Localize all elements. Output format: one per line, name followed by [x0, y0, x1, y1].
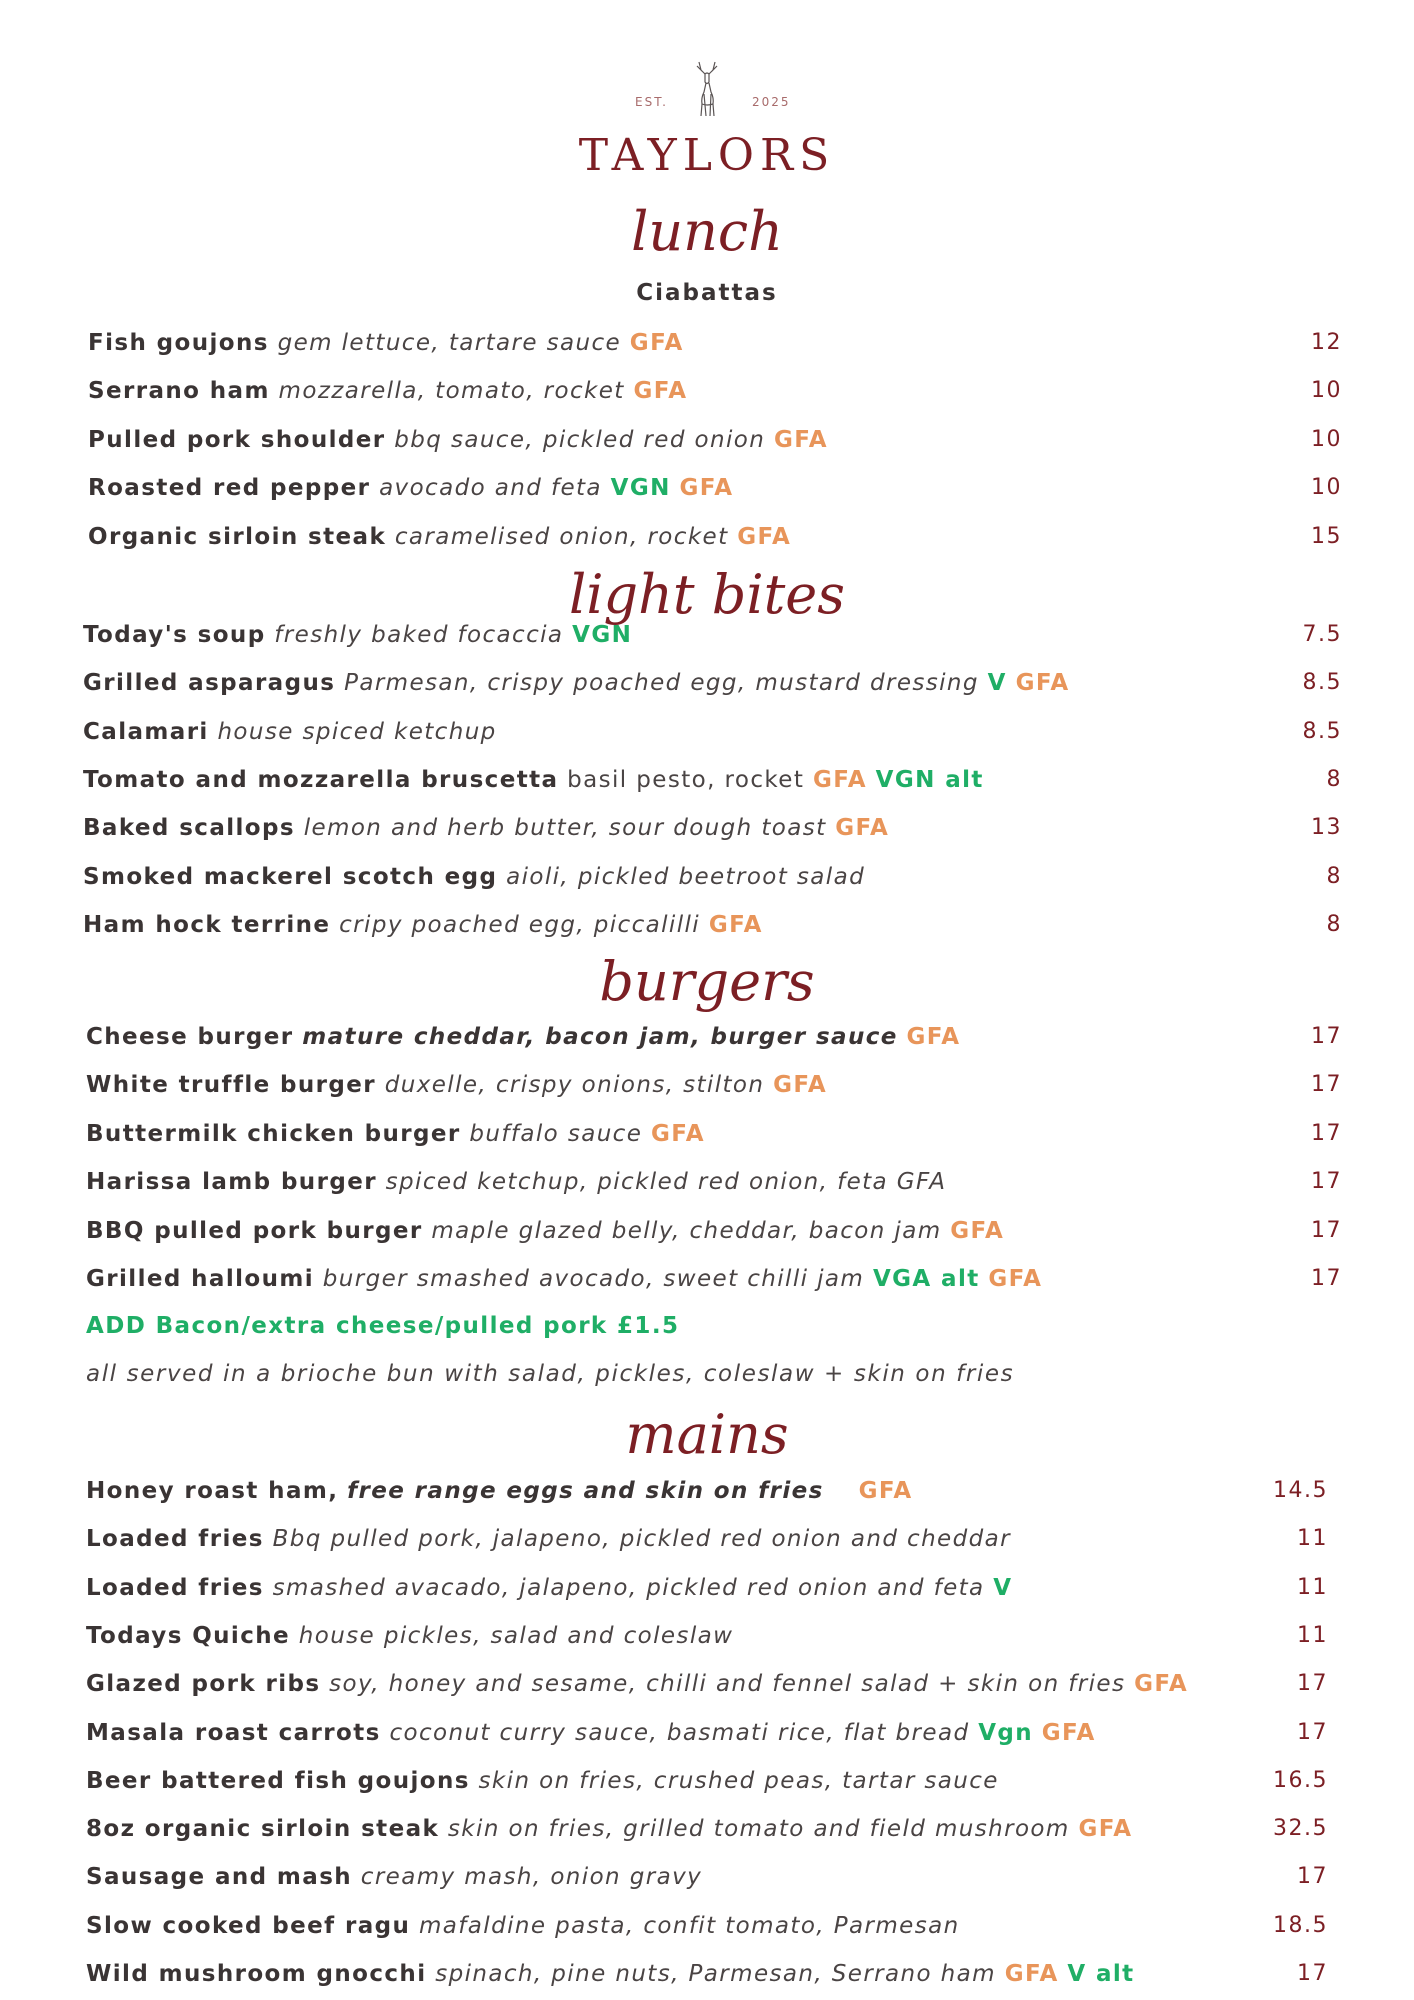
item-description: duxelle, crispy onions, stilton — [384, 1072, 765, 1098]
menu-item-line — [88, 520, 791, 554]
menu-item-line — [88, 326, 684, 360]
item-price: 8 — [1326, 912, 1342, 937]
menu-item-row — [0, 1812, 1414, 1846]
item-description: mature cheddar, bacon jam, burger sauce — [302, 1024, 898, 1050]
gfa-tag: GFA — [906, 1024, 961, 1050]
menu-item-row — [0, 374, 1414, 408]
burger-served-note: all served in a brioche bun with salad, pickles, coleslaw + skin on fries — [86, 1361, 1015, 1387]
vegan-tag: V alt — [1067, 1961, 1135, 1987]
item-description: house pickles, salad and coleslaw — [298, 1623, 734, 1649]
gfa-tag: GFA — [650, 1121, 705, 1147]
section-title-burgers: burgers — [599, 950, 815, 1013]
menu-item-line — [83, 763, 984, 797]
item-price: 10 — [1311, 378, 1342, 403]
item-price: 17 — [1297, 1671, 1328, 1696]
gfa-tag: GFA — [1015, 670, 1070, 696]
menu-item-row — [0, 860, 1414, 894]
gfa-tag: GFA — [1041, 1720, 1096, 1746]
item-price: 7.5 — [1302, 622, 1342, 647]
vegan-tag: VGN alt — [875, 767, 984, 793]
menu-item-row — [0, 1165, 1414, 1199]
item-description: maple glazed belly, cheddar, bacon jam — [431, 1218, 942, 1244]
menu-item-row — [0, 1667, 1414, 1701]
item-name: Serrano ham — [88, 378, 270, 404]
section-title-mains: mains — [625, 1403, 789, 1466]
vegan-tag: VGA alt — [872, 1266, 980, 1292]
item-description: buffalo sauce — [469, 1121, 643, 1147]
item-price: 32.5 — [1273, 1816, 1328, 1841]
gfa-tag: GFA — [629, 330, 684, 356]
gfa-tag: GFA — [679, 475, 734, 501]
menu-item-line — [86, 1020, 960, 1054]
item-name: White truffle burger — [86, 1072, 377, 1098]
item-name: Honey roast ham, — [86, 1478, 339, 1504]
item-description: Parmesan, crispy poached egg, mustard dressing — [344, 670, 979, 696]
item-price: 17 — [1311, 1121, 1342, 1146]
item-price: 17 — [1311, 1169, 1342, 1194]
menu-item-row — [0, 811, 1414, 845]
vegan-tag: Vgn — [978, 1720, 1034, 1746]
item-price: 16.5 — [1273, 1768, 1328, 1793]
item-description: avocado and feta — [379, 475, 602, 501]
menu-item-line — [83, 715, 497, 749]
menu-item-row — [0, 1860, 1414, 1894]
item-description: burger smashed avocado, sweet chilli jam — [322, 1266, 865, 1292]
menu-item-line — [83, 666, 1070, 700]
item-price: 11 — [1297, 1575, 1328, 1600]
brand-name: TAYLORS — [578, 130, 836, 181]
item-description: creamy mash, onion gravy — [360, 1864, 703, 1890]
vegan-tag: V — [987, 670, 1007, 696]
item-price: 17 — [1297, 1720, 1328, 1745]
item-description: skin on fries, crushed peas, tartar sauce — [478, 1768, 999, 1794]
item-description: basil pesto, rocket — [567, 767, 805, 793]
item-name: Beer battered fish goujons — [86, 1768, 470, 1794]
item-price: 13 — [1311, 815, 1342, 840]
menu-item-row — [0, 763, 1414, 797]
item-name: Roasted red pepper — [88, 475, 371, 501]
item-description: mozzarella, tomato, rocket — [278, 378, 625, 404]
item-name: Baked scallops — [83, 815, 295, 841]
item-price: 11 — [1297, 1623, 1328, 1648]
burger-add-on-note: ADD Bacon/extra cheese/pulled pork £1.5 — [86, 1313, 680, 1339]
menu-item-line — [86, 1571, 1012, 1605]
vegan-tag: VGN — [572, 622, 633, 648]
menu-item-line — [86, 1522, 1011, 1556]
item-description: spiced ketchup, pickled red onion, feta GFA — [385, 1169, 947, 1195]
item-price: 8.5 — [1302, 670, 1342, 695]
item-description: soy, honey and sesame, chilli and fennel salad + skin on fries — [329, 1671, 1126, 1697]
menu-item-line — [86, 1909, 960, 1943]
est-label: EST. — [635, 95, 668, 109]
gfa-tag: GFA — [773, 1072, 828, 1098]
item-price: 17 — [1311, 1024, 1342, 1049]
item-name: Calamari — [83, 719, 209, 745]
menu-item-row — [0, 1262, 1414, 1296]
item-description: caramelised onion, rocket — [394, 524, 729, 550]
item-name: Smoked mackerel scotch egg — [83, 864, 498, 890]
menu-item-line — [83, 908, 763, 942]
item-price: 17 — [1311, 1218, 1342, 1243]
item-name: Grilled halloumi — [86, 1266, 315, 1292]
menu-item-row — [0, 1716, 1414, 1750]
item-price: 14.5 — [1273, 1478, 1328, 1503]
item-name: Today's soup — [83, 622, 266, 648]
item-name: BBQ pulled pork burger — [86, 1218, 423, 1244]
menu-item-row — [0, 1909, 1414, 1943]
menu-item-row — [0, 1571, 1414, 1605]
gfa-tag: GFA — [708, 912, 763, 938]
item-name: Glazed pork ribs — [86, 1671, 321, 1697]
item-description: coconut curry sauce, basmati rice, flat bread — [389, 1720, 970, 1746]
item-name: Slow cooked beef ragu — [86, 1913, 411, 1939]
item-price: 17 — [1297, 1961, 1328, 1986]
gfa-tag: GFA — [988, 1266, 1043, 1292]
menu-item-row — [0, 908, 1414, 942]
item-name: Masala roast carrots — [86, 1720, 381, 1746]
item-name: Cheese burger — [86, 1024, 294, 1050]
item-description: cripy poached egg, piccalilli — [339, 912, 701, 938]
menu-item-line — [86, 1619, 733, 1653]
item-name: Todays Quiche — [86, 1623, 291, 1649]
item-description: free range eggs and skin on fries — [347, 1478, 824, 1504]
menu-item-line — [86, 1667, 1188, 1701]
menu-item-row — [0, 1068, 1414, 1102]
menu-item-row — [0, 1522, 1414, 1556]
item-name: Wild mushroom gnocchi — [86, 1961, 427, 1987]
item-description: lemon and herb butter, sour dough toast — [303, 815, 827, 841]
item-description: skin on fries, grilled tomato and field mushroom — [447, 1816, 1070, 1842]
menu-item-row — [0, 1020, 1414, 1054]
subheading-ciabattas: Ciabattas — [636, 280, 778, 306]
item-price: 17 — [1311, 1072, 1342, 1097]
item-price: 18.5 — [1273, 1913, 1328, 1938]
item-description: freshly baked focaccia — [274, 622, 564, 648]
item-price: 11 — [1297, 1526, 1328, 1551]
menu-item-line — [86, 1860, 702, 1894]
gfa-tag: GFA — [813, 767, 867, 793]
menu-item-row — [0, 1957, 1414, 1991]
menu-item-row — [0, 423, 1414, 457]
menu-item-line — [86, 1716, 1096, 1750]
year-label: 2025 — [752, 95, 791, 109]
menu-item-line — [86, 1764, 999, 1798]
menu-item-line — [86, 1262, 1042, 1296]
menu-item-line — [88, 471, 733, 505]
gfa-tag: GFA — [1004, 1961, 1059, 1987]
item-price: 8.5 — [1302, 719, 1342, 744]
item-price: 12 — [1311, 330, 1342, 355]
menu-item-row — [0, 618, 1414, 652]
menu-item-row — [0, 1117, 1414, 1151]
menu-item-line — [83, 618, 632, 652]
menu-item-row — [0, 1619, 1414, 1653]
item-name: Ham hock terrine — [83, 912, 331, 938]
menu-item-row — [0, 1214, 1414, 1248]
gfa-tag: GFA — [858, 1478, 913, 1504]
menu-item-line — [83, 811, 889, 845]
section-title-light-bites: light bites — [569, 563, 845, 626]
menu-item-line — [86, 1812, 1132, 1846]
item-name: Grilled asparagus — [83, 670, 336, 696]
item-description: spinach, pine nuts, Parmesan, Serrano ham — [435, 1961, 996, 1987]
gfa-tag: GFA — [773, 427, 828, 453]
menu-item-line — [86, 1165, 946, 1199]
item-price: 17 — [1311, 1266, 1342, 1291]
item-price: 10 — [1311, 475, 1342, 500]
menu-item-line — [88, 423, 828, 457]
item-description: aioli, pickled beetroot salad — [506, 864, 866, 890]
gfa-tag: GFA — [633, 378, 688, 404]
stag-logo-icon — [685, 58, 729, 122]
menu-item-row — [0, 666, 1414, 700]
menu-item-row — [0, 326, 1414, 360]
menu-item-line — [86, 1117, 705, 1151]
menu-item-line — [86, 1474, 913, 1508]
menu-item-row — [0, 715, 1414, 749]
menu-item-row — [0, 1764, 1414, 1798]
menu-item-line — [86, 1214, 1004, 1248]
gfa-tag: GFA — [1078, 1816, 1133, 1842]
vegan-tag: V — [993, 1575, 1013, 1601]
item-description: house spiced ketchup — [217, 719, 497, 745]
menu-item-row — [0, 520, 1414, 554]
menu-item-row — [0, 1474, 1414, 1508]
gfa-tag: GFA — [950, 1218, 1005, 1244]
section-title-lunch: lunch — [631, 200, 783, 263]
gfa-tag: GFA — [737, 524, 792, 550]
item-name: Loaded fries — [86, 1526, 264, 1552]
item-name: Fish goujons — [88, 330, 269, 356]
item-name: Harissa lamb burger — [86, 1169, 377, 1195]
item-name: Sausage and mash — [86, 1864, 353, 1890]
item-price: 15 — [1311, 524, 1342, 549]
menu-item-line — [86, 1957, 1135, 1991]
item-name: Pulled pork shoulder — [88, 427, 386, 453]
menu-item-row — [0, 471, 1414, 505]
item-description: gem lettuce, tartare sauce — [277, 330, 622, 356]
item-name: Buttermilk chicken burger — [86, 1121, 461, 1147]
menu-item-line — [86, 1068, 827, 1102]
gfa-tag: GFA — [835, 815, 890, 841]
item-price: 17 — [1297, 1864, 1328, 1889]
item-description: mafaldine pasta, confit tomato, Parmesan — [419, 1913, 960, 1939]
item-name: Organic sirloin steak — [88, 524, 387, 550]
item-price: 10 — [1311, 427, 1342, 452]
gfa-tag: GFA — [1134, 1671, 1189, 1697]
menu-item-line — [88, 374, 687, 408]
menu-item-line — [83, 860, 865, 894]
vegan-tag: VGN — [610, 475, 671, 501]
item-price: 8 — [1326, 767, 1342, 792]
item-description: bbq sauce, pickled red onion — [394, 427, 766, 453]
item-description: smashed avacado, jalapeno, pickled red onion and feta — [272, 1575, 985, 1601]
item-name: Loaded fries — [86, 1575, 264, 1601]
item-name: 8oz organic sirloin steak — [86, 1816, 440, 1842]
item-price: 8 — [1326, 864, 1342, 889]
item-description: Bbq pulled pork, jalapeno, pickled red onion and cheddar — [272, 1526, 1011, 1552]
item-name: Tomato and mozzarella bruscetta — [83, 767, 559, 793]
